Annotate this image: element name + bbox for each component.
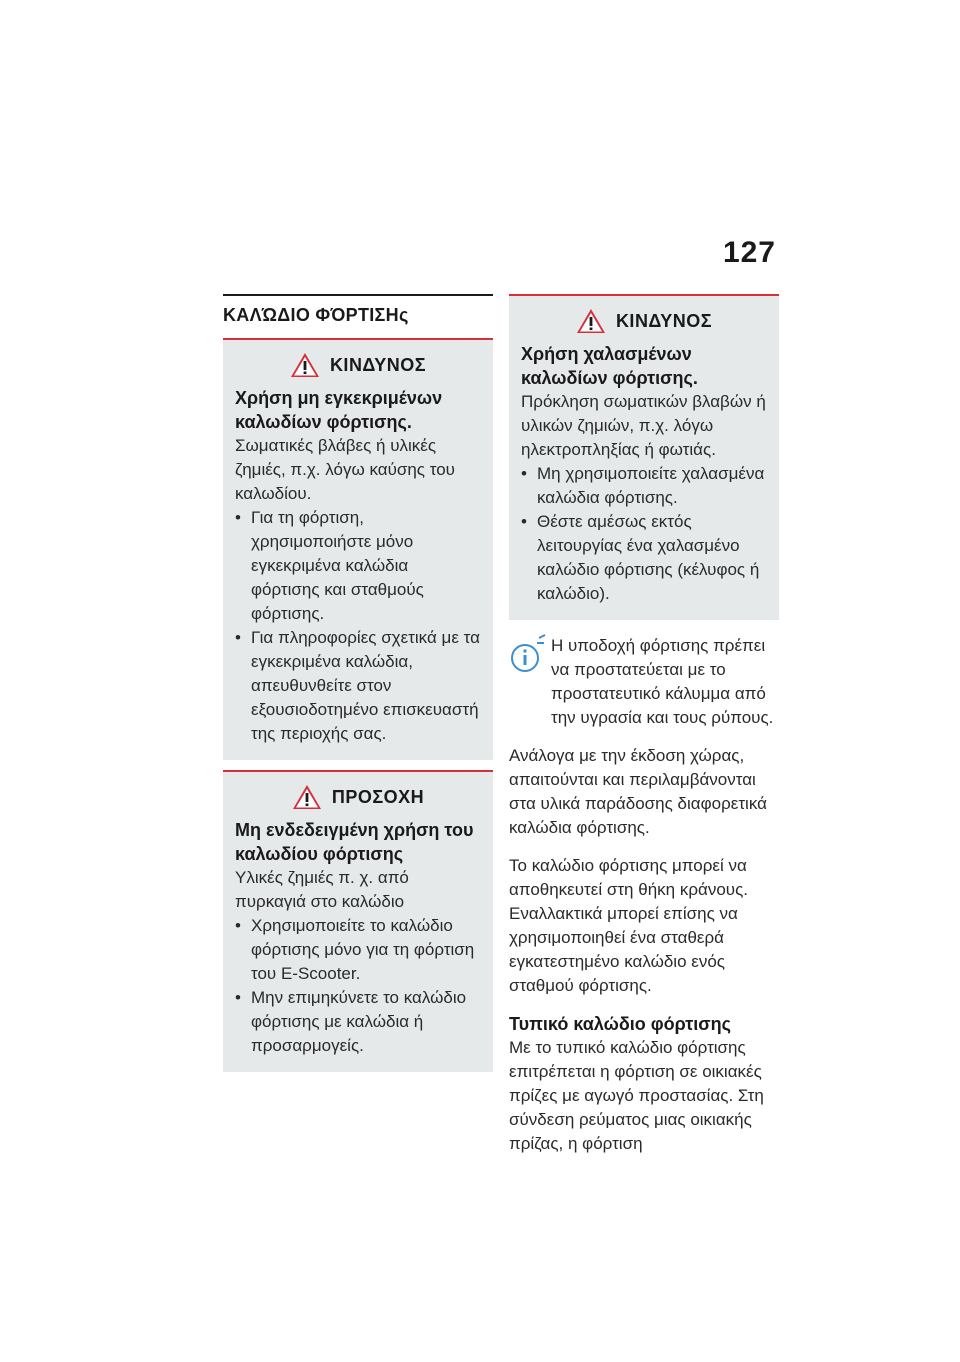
right-column (509, 294, 779, 1170)
danger-header (521, 308, 767, 334)
caution-bullets (235, 914, 481, 1058)
danger-title: Χρήση χαλασμένων καλωδίων φόρτισης. (521, 344, 698, 388)
page-number: 127 (722, 236, 776, 269)
bullet-item: • Για πληροφορίες σχετικά με τα εγκεκριμένα καλώδια, απευθυνθείτε στον εξουσιοδοτημένο επισκευαστή της περιοχής σας. (235, 626, 481, 746)
caution-header (235, 784, 481, 810)
danger-text: Σωματικές βλάβες ή υλικές ζημιές, π.χ. λόγω καύσης του καλωδίου. (235, 436, 455, 503)
warning-triangle-icon (292, 784, 322, 810)
danger-text: Πρόκληση σωματικών βλαβών ή υλικών ζημιών, π.χ. λόγω ηλεκτροπληξίας ή φωτιάς. (521, 392, 766, 459)
paragraph-country-version: Ανάλογα με την έκδοση χώρας, απαιτούνται και περιλαμβάνονται στα υλικά παράδοσης διαφορετικά καλώδια φόρτισης. (509, 746, 767, 837)
bullet-item: • Χρησιμοποιείτε το καλώδιο φόρτισης μόνο για τη φόρτιση του E-Scooter. (235, 914, 481, 986)
danger-title: Χρήση μη εγκεκριμένων καλωδίων φόρτισης. (235, 388, 443, 432)
section-title: ΚΑΛΏΔΙΟ ΦΌΡΤΙΣΗς (223, 294, 493, 338)
caution-title: Μη ενδεδειγμένη χρήση του καλωδίου φόρτισης (235, 820, 474, 864)
paragraph-storage: Το καλώδιο φόρτισης μπορεί να αποθηκευτεί στη θήκη κράνους. Εναλλακτικά μπορεί επίσης να χρησιμοποιηθεί ένα σταθερά εγκατεστημένο καλώδιο ενός σταθμού φόρτισης. (509, 856, 748, 995)
bullet-item: • Μην επιμηκύνετε το καλώδιο φόρτισης με καλώδια ή προσαρμογείς. (235, 986, 481, 1058)
danger-box-right (509, 294, 779, 620)
warning-triangle-icon (576, 308, 606, 334)
danger-bullets (235, 506, 481, 746)
info-note (509, 634, 779, 730)
paragraph-standard-cable: Με το τυπικό καλώδιο φόρτισης επιτρέπεται η φόρτιση σε οικιακές πρίζες με αγωγό προστασίας. Στη σύνδεση ρεύματος μιας οικιακής πρίζας, η φόρτιση (509, 1038, 764, 1153)
warning-triangle-icon (290, 352, 320, 378)
bullet-item: • Για τη φόρτιση, χρησιμοποιήστε μόνο εγκεκριμένα καλώδια φόρτισης και σταθμούς φόρτισης. (235, 506, 481, 626)
left-column (223, 294, 493, 1072)
caution-box-left (223, 770, 493, 1072)
danger-header (235, 352, 481, 378)
caution-text: Υλικές ζημιές π. χ. από πυρκαγιά στο καλώδιο (235, 868, 409, 911)
bullet-item: • Μη χρησιμοποιείτε χαλασμένα καλώδια φόρτισης. (521, 462, 767, 510)
heading-standard-cable: Τυπικό καλώδιο φόρτισης (509, 1014, 731, 1034)
danger-label: ΚΙΝΔΥΝΟΣ (329, 354, 427, 375)
danger-bullets (521, 462, 767, 606)
caution-label: ΠΡΟΣΟΧΗ (331, 786, 425, 807)
note-text: Η υποδοχή φόρτισης πρέπει να προστατεύεται με το προστατευτικό κάλυμμα από την υγρασία και τους ρύπους. (551, 636, 774, 727)
info-icon (509, 634, 547, 678)
danger-box-left (223, 338, 493, 760)
danger-label: ΚΙΝΔΥΝΟΣ (615, 310, 713, 331)
bullet-item: • Θέστε αμέσως εκτός λειτουργίας ένα χαλασμένο καλώδιο φόρτισης (κέλυφος ή καλώδιο). (521, 510, 767, 606)
